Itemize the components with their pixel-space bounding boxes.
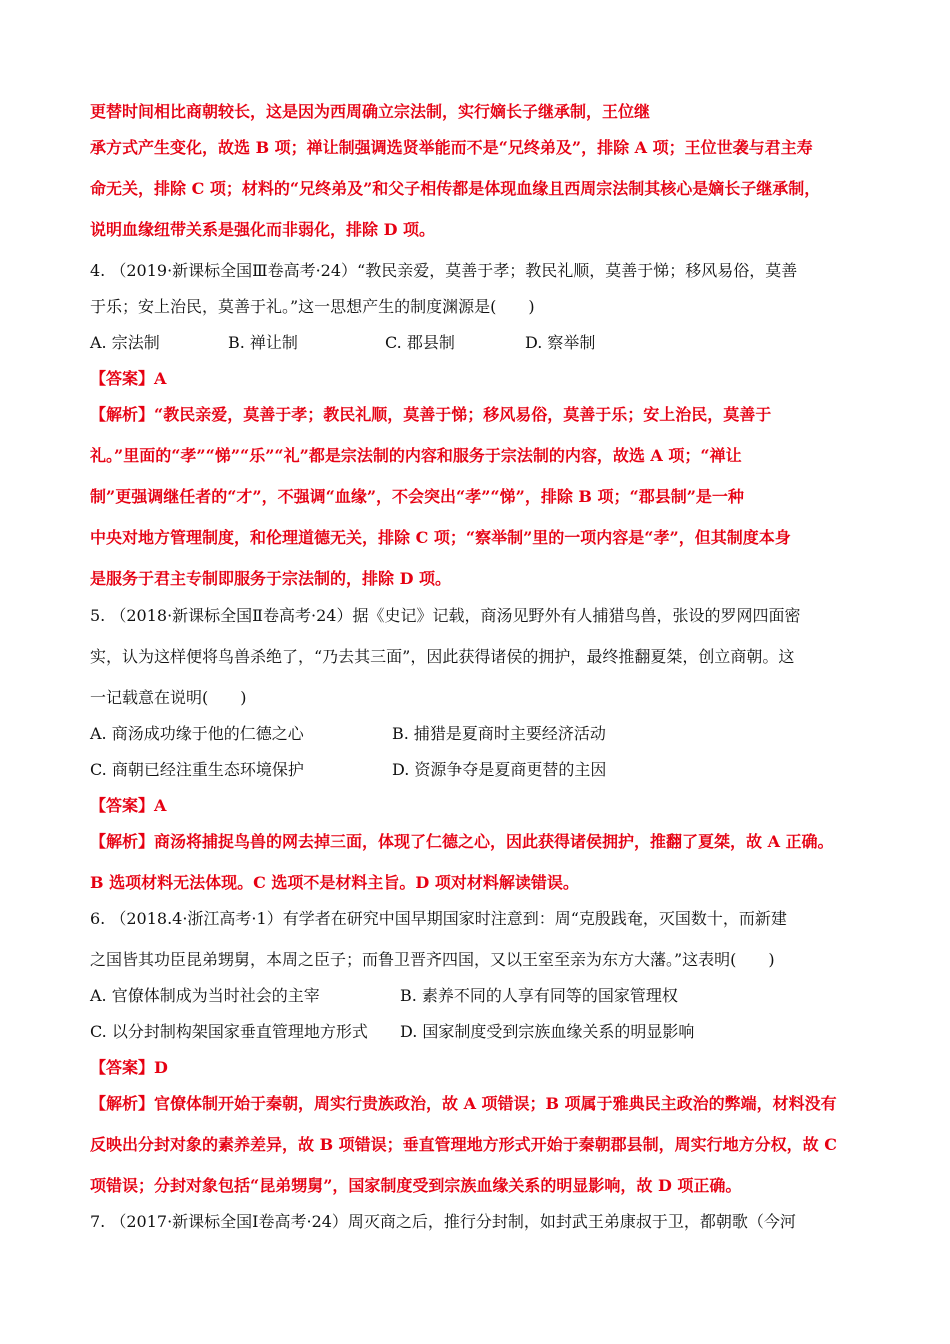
question-4-option-d: D. 察举制 bbox=[525, 333, 596, 352]
explanation-6-line-3: 项错误；分封对象包括“昆弟甥舅”，国家制度受到宗族血缘关系的明显影响，故 D 项正确。 bbox=[90, 1176, 742, 1195]
explanation-5-line-1: 【解析】商汤将捕捉鸟兽的网去掉三面，体现了仁德之心，因此获得诸侯拥护，推翻了夏桀，故 A 正确。 bbox=[90, 832, 834, 851]
explanation-4-line-3: 制”更强调继任者的“才”，不强调“血缘”，不会突出“孝”“悌”，排除 B 项；“郡县制”是一种 bbox=[90, 487, 744, 506]
explanation-3-line-1: 更替时间相比商朝较长，这是因为西周确立宗法制，实行嫡长子继承制，王位继 bbox=[90, 102, 651, 121]
explanation-4-line-2: 礼。”里面的“孝”“悌”“乐”“礼”都是宗法制的内容和服务于宗法制的内容，故选 A 项；“禅让 bbox=[90, 446, 742, 465]
question-5-line-2: 实，认为这样便将鸟兽杀绝了，“乃去其三面”，因此获得诸侯的拥护，最终推翻夏桀，创立商朝。这 bbox=[90, 647, 795, 666]
answer-6: 【答案】D bbox=[90, 1058, 168, 1077]
question-5-option-d: D. 资源争夺是夏商更替的主因 bbox=[392, 760, 607, 779]
question-4-option-c: C. 郡县制 bbox=[385, 333, 455, 352]
question-5-line-3: 一记载意在说明( ) bbox=[90, 688, 247, 707]
question-4-option-b: B. 禅让制 bbox=[228, 333, 298, 352]
question-5-option-b: B. 捕猎是夏商时主要经济活动 bbox=[392, 724, 606, 743]
explanation-6-line-2: 反映出分封对象的素养差异，故 B 项错误；垂直管理地方形式开始于秦朝郡县制，周实行地方分权，故 C bbox=[90, 1135, 837, 1154]
explanation-5-line-2: B 选项材料无法体现。C 选项不是材料主旨。D 项对材料解读错误。 bbox=[90, 873, 579, 892]
explanation-3-line-2: 承方式产生变化，故选 B 项；禅让制强调选贤举能而不是“兄终弟及”，排除 A 项；王位世袭与君主寿 bbox=[90, 138, 813, 157]
question-5-option-a: A. 商汤成功缘于他的仁德之心 bbox=[90, 724, 304, 743]
explanation-3-line-3: 命无关，排除 C 项；材料的“兄终弟及”和父子相传都是体现血缘且西周宗法制其核心是嫡长子继承制， bbox=[90, 179, 821, 198]
question-7-line-1: 7. （2017·新课标全国Ⅰ卷高考·24）周灭商之后，推行分封制，如封武王弟康叔于卫，都朝歌（今河 bbox=[90, 1212, 796, 1231]
explanation-6-line-1: 【解析】官僚体制开始于秦朝，周实行贵族政治，故 A 项错误；B 项属于雅典民主政治的弊端，材料没有 bbox=[90, 1094, 837, 1113]
question-4-line-1: 4. （2019·新课标全国Ⅲ卷高考·24）“教民亲爱，莫善于孝；教民礼顺，莫善于悌；移风易俗，莫善 bbox=[90, 261, 798, 280]
question-6-option-c: C. 以分封制构架国家垂直管理地方形式 bbox=[90, 1022, 368, 1041]
question-6-option-d: D. 国家制度受到宗族血缘关系的明显影响 bbox=[400, 1022, 695, 1041]
question-6-line-1: 6. （2018.4·浙江高考·1）有学者在研究中国早期国家时注意到：周“克殷践奄，灭国数十，而新建 bbox=[90, 909, 787, 928]
question-5-option-c: C. 商朝已经注重生态环境保护 bbox=[90, 760, 304, 779]
question-6-line-2: 之国皆其功臣昆弟甥舅，本周之臣子；而鲁卫晋齐四国，又以王室至亲为东方大藩。”这表明( ) bbox=[90, 950, 775, 969]
question-6-option-a: A. 官僚体制成为当时社会的主宰 bbox=[90, 986, 320, 1005]
answer-4: 【答案】A bbox=[90, 369, 167, 388]
explanation-4-line-5: 是服务于君主专制即服务于宗法制的，排除 D 项。 bbox=[90, 569, 452, 588]
question-6-option-b: B. 素养不同的人享有同等的国家管理权 bbox=[400, 986, 678, 1005]
explanation-4-line-4: 中央对地方管理制度，和伦理道德无关，排除 C 项；“察举制”里的一项内容是“孝”，但其制度本身 bbox=[90, 528, 791, 547]
explanation-3-line-4: 说明血缘纽带关系是强化而非弱化，排除 D 项。 bbox=[90, 220, 436, 239]
question-4-option-a: A. 宗法制 bbox=[90, 333, 160, 352]
explanation-4-line-1: 【解析】“教民亲爱，莫善于孝；教民礼顺，莫善于悌；移风易俗，莫善于乐；安上治民，莫善于 bbox=[90, 405, 772, 424]
answer-5: 【答案】A bbox=[90, 796, 167, 815]
question-4-line-2: 于乐；安上治民，莫善于礼。”这一思想产生的制度渊源是( ) bbox=[90, 297, 535, 316]
question-5-line-1: 5. （2018·新课标全国Ⅱ卷高考·24）据《史记》记载，商汤见野外有人捕猎鸟兽，张设的罗网四面密 bbox=[90, 606, 801, 625]
